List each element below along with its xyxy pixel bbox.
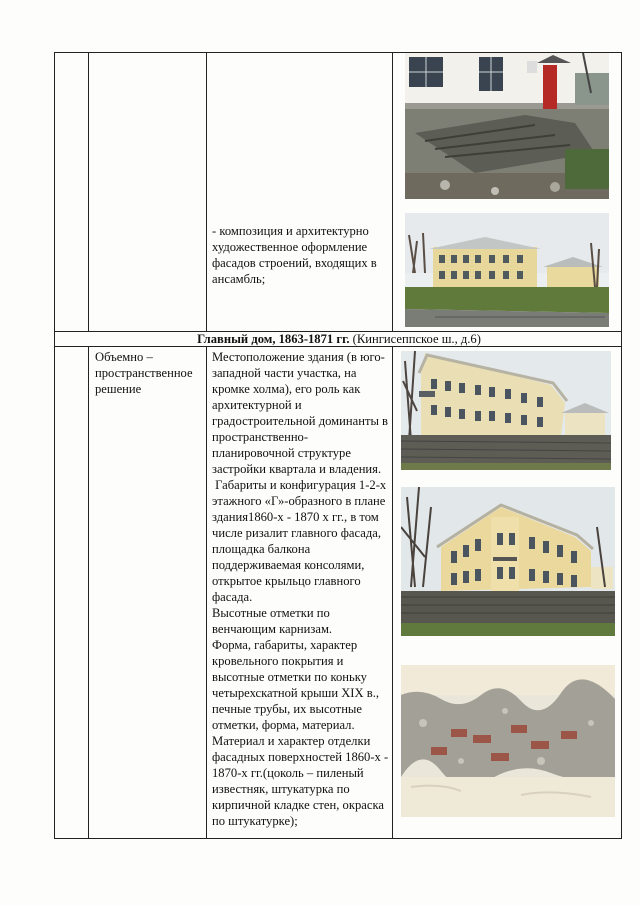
photo-plaster-brickwork — [401, 665, 615, 817]
attributes-table — [54, 52, 622, 839]
element-description — [212, 349, 390, 829]
column-divider-3 — [392, 53, 393, 331]
description-paragraph: Материал и характер отделки фасадных поверхностей 1860-х - 1870-х гг.(цоколь – пиленый известняк, штукатурка по кирпичной кладке стен, окраска по штукатурке); — [212, 734, 389, 828]
photo-estate-panorama — [405, 213, 609, 327]
photo-stone-porch — [405, 53, 609, 199]
section-header — [55, 331, 623, 347]
section-address: (Кингисеппское ш., д.6) — [352, 332, 481, 346]
column-divider-2 — [206, 53, 207, 331]
column-divider-2-lower — [206, 346, 207, 838]
element-name: Объемно – пространственное решение — [95, 350, 193, 396]
column-divider-1 — [88, 53, 89, 331]
description-paragraph: Высотные отметки по венчающим карнизам. — [212, 606, 333, 636]
column-divider-1-lower — [88, 346, 89, 838]
row1-description: - композиция и архитектурно художественное оформление фасадов строений, входящих в ансамбль; — [212, 224, 377, 286]
description-paragraph: Габариты и конфигурация 1-2-х этажного «Г»-образного в плане здания1860-х - 1870 х гг., в том числе ризалит главного фасада, площадка балкона поддерживаемая консолями, открытое крыльцо главного фасада. — [212, 478, 390, 604]
photo-main-house-facade — [401, 351, 611, 470]
description-paragraph: Форма, габариты, характер кровельного покрытия и высотные отметки по коньку четырехскатной крыши XIX в., печные трубы, их высотные отметки, форма, материал. — [212, 638, 379, 732]
section-title: Главный дом, 1863-1871 гг. — [197, 332, 350, 346]
column-divider-3-lower — [392, 346, 393, 838]
photo-main-house-corner — [401, 487, 615, 636]
description-paragraph: Местоположение здания (в юго- западной части участка, на кромке холма), его роль как архитектурной и градостроительной доминанты в пространственно-планировочной структуре застройки квартала и владения. — [212, 350, 388, 476]
